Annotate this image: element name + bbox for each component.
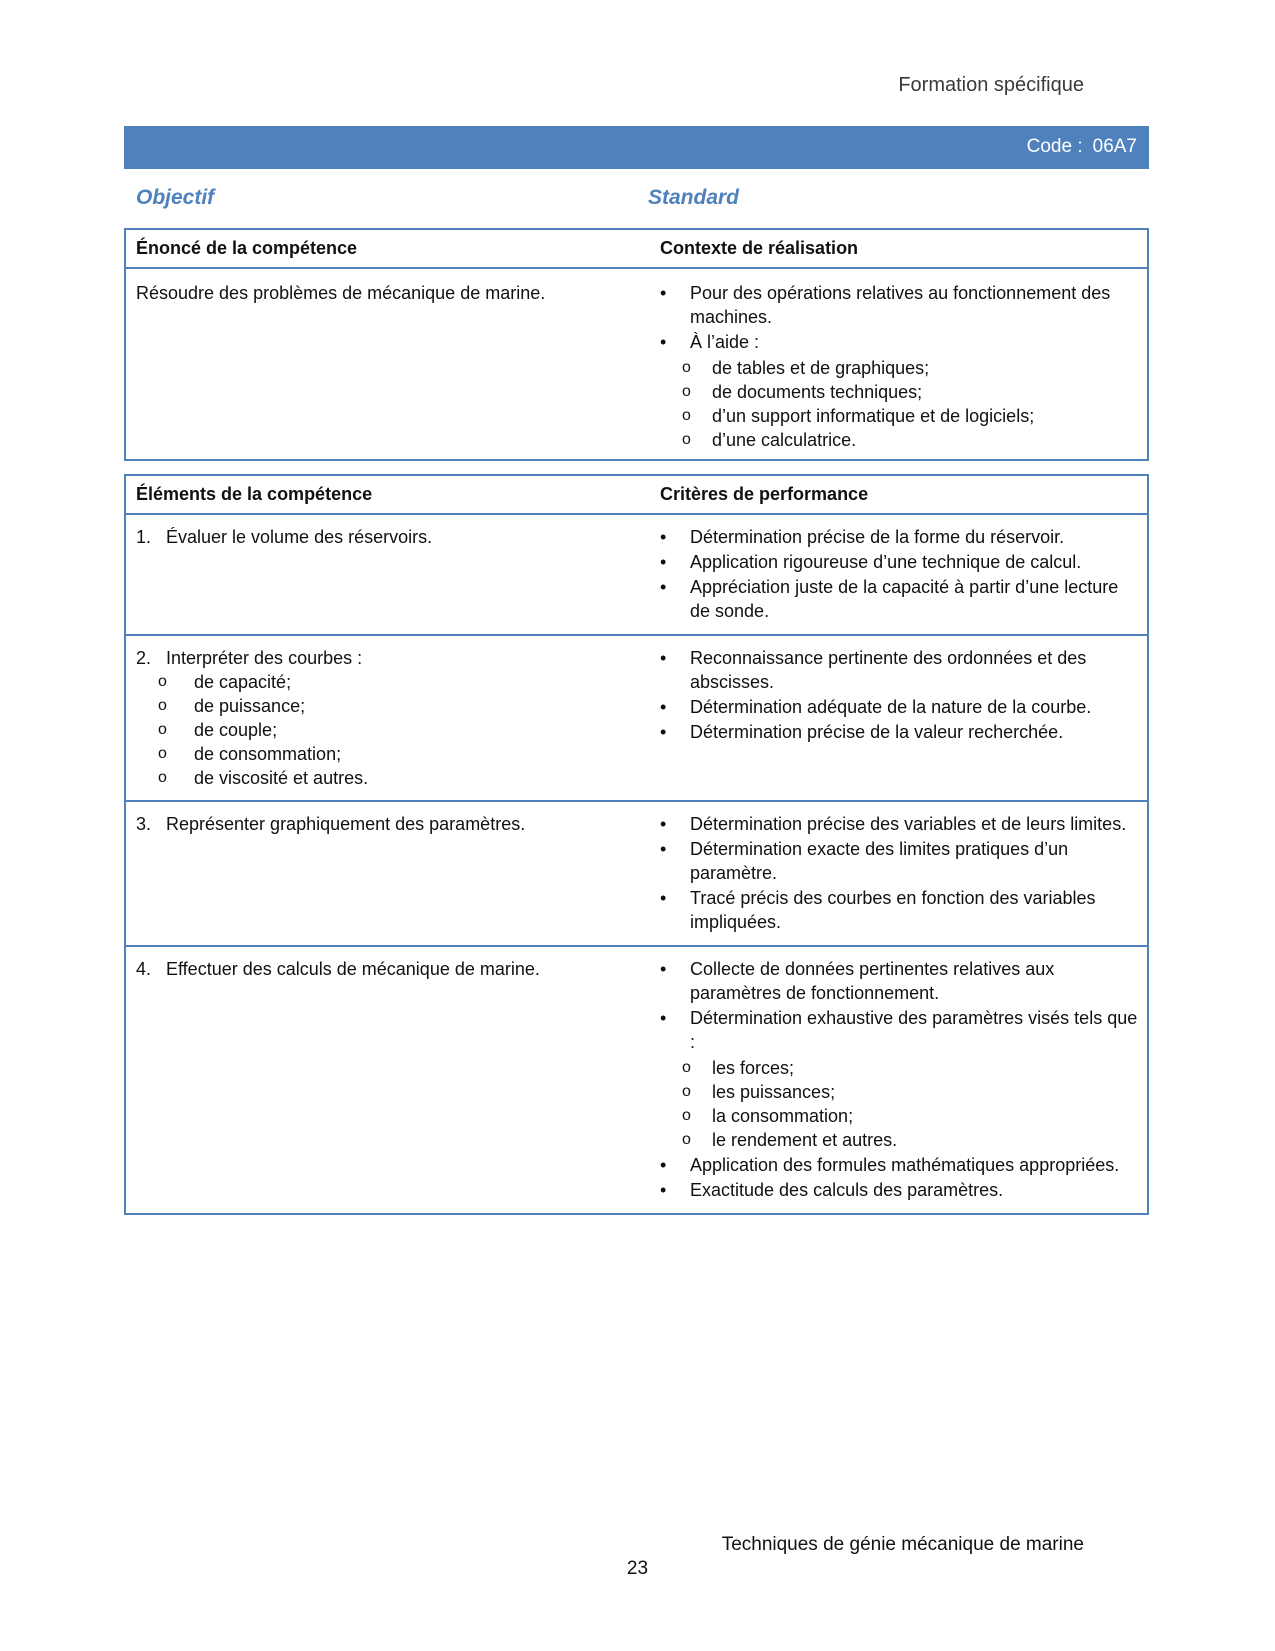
elements-table (124, 474, 1149, 1215)
criteria-item (660, 281, 1139, 329)
criteria-sublist (682, 356, 1139, 452)
criteria-subitem: o de documents techniques; (682, 380, 1139, 404)
standard-label: Standard (648, 186, 740, 209)
criteria-text: Collecte de données pertinentes relatives aux paramètres de fonctionnement. (690, 959, 1055, 1003)
criteria-item (660, 646, 1139, 694)
criteria-item (660, 575, 1139, 623)
criteria-cell (652, 946, 1148, 1214)
criteria-item (660, 957, 1139, 1005)
criteria-item (660, 812, 1139, 836)
criteria-text: Application rigoureuse d’une technique de calcul. (690, 552, 1082, 572)
criteria-subitem: o d’un support informatique et de logiciels; (682, 404, 1139, 428)
element-row (125, 801, 1148, 946)
criteria-item (660, 1178, 1139, 1202)
element-line (136, 525, 644, 549)
criteria-list (660, 957, 1139, 1202)
element-number: 1. (136, 527, 152, 547)
criteria-text: Détermination précise des variables et de leurs limites. (690, 814, 1127, 834)
element-sublist (136, 670, 644, 790)
criteria-text: Appréciation juste de la capacité à partir d’une lecture de sonde. (690, 577, 1119, 621)
element-subitem: o de couple; (158, 718, 644, 742)
criteria-cell (652, 801, 1148, 946)
element-cell (125, 946, 652, 1214)
element-row (125, 635, 1148, 801)
criteria-header: Critères de performance (652, 475, 1148, 514)
code-label: Code : (1026, 136, 1083, 157)
element-row (125, 946, 1148, 1214)
objective-label: Objectif (136, 186, 215, 209)
criteria-text: Détermination exhaustive des paramètres visés tels que : (690, 1008, 1138, 1052)
element-number: 4. (136, 959, 152, 979)
context-cell (652, 268, 1148, 460)
element-line (136, 812, 644, 836)
criteria-item (660, 837, 1139, 885)
element-text: Représenter graphiquement des paramètres. (166, 814, 526, 834)
criteria-text: Application des formules mathématiques appropriées. (690, 1155, 1120, 1175)
criteria-item (660, 720, 1139, 744)
section-labels (124, 186, 1149, 216)
criteria-subitem: o de tables et de graphiques; (682, 356, 1139, 380)
criteria-text: Pour des opérations relatives au fonctionnement des machines. (690, 283, 1111, 327)
competence-statement: Résoudre des problèmes de mécanique de marine. (136, 283, 546, 303)
criteria-subitem: o d’une calculatrice. (682, 428, 1139, 452)
criteria-subitem: o les forces; (682, 1056, 1139, 1080)
element-cell (125, 514, 652, 635)
element-text: Évaluer le volume des réservoirs. (166, 527, 433, 547)
element-text: Effectuer des calculs de mécanique de marine. (166, 959, 540, 979)
criteria-item (660, 1006, 1139, 1152)
criteria-cell (652, 514, 1148, 635)
element-number: 2. (136, 648, 152, 668)
criteria-list (660, 812, 1139, 934)
competence-table (124, 228, 1149, 461)
element-row (125, 514, 1148, 635)
element-subitem: o de puissance; (158, 694, 644, 718)
elements-header: Éléments de la compétence (125, 475, 652, 514)
criteria-text: Détermination précise de la forme du réservoir. (690, 527, 1065, 547)
criteria-subitem: o le rendement et autres. (682, 1128, 1139, 1152)
competence-statement-header: Énoncé de la compétence (125, 229, 652, 268)
element-cell (125, 635, 652, 801)
footer-program: Techniques de génie mécanique de marine (721, 1534, 1084, 1555)
criteria-item (660, 695, 1139, 719)
criteria-item (660, 886, 1139, 934)
criteria-item (660, 550, 1139, 574)
criteria-item (660, 330, 1139, 452)
element-subitem: o de viscosité et autres. (158, 766, 644, 790)
criteria-cell (652, 635, 1148, 801)
criteria-text: Détermination exacte des limites pratiques d’un paramètre. (690, 839, 1069, 883)
criteria-list (660, 525, 1139, 623)
element-subitem: o de consommation; (158, 742, 644, 766)
page-number: 23 (626, 1558, 649, 1579)
element-number: 3. (136, 814, 152, 834)
criteria-item (660, 525, 1139, 549)
criteria-text: À l’aide : (690, 332, 760, 352)
element-text: Interpréter des courbes : (166, 648, 363, 668)
element-subitem: o de capacité; (158, 670, 644, 694)
criteria-text: Détermination adéquate de la nature de la courbe. (690, 697, 1092, 717)
criteria-text: Détermination précise de la valeur recherchée. (690, 722, 1064, 742)
criteria-sublist (682, 1056, 1139, 1152)
competency-code (1027, 136, 1137, 158)
criteria-text: Reconnaissance pertinente des ordonnées et des abscisses. (690, 648, 1087, 692)
code-value: 06A7 (1092, 136, 1137, 157)
element-cell (125, 801, 652, 946)
document-section-title: Formation spécifique (898, 74, 1084, 96)
criteria-text: Exactitude des calculs des paramètres. (690, 1180, 1004, 1200)
element-line (136, 957, 644, 981)
code-bar (124, 126, 1149, 169)
criteria-subitem: o les puissances; (682, 1080, 1139, 1104)
context-header: Contexte de réalisation (652, 229, 1148, 268)
criteria-text: Tracé précis des courbes en fonction des variables impliquées. (690, 888, 1096, 932)
context-list (660, 281, 1139, 452)
criteria-item (660, 1153, 1139, 1177)
criteria-subitem: o la consommation; (682, 1104, 1139, 1128)
criteria-list (660, 646, 1139, 744)
elements-body (125, 514, 1148, 1214)
element-line (136, 646, 644, 670)
